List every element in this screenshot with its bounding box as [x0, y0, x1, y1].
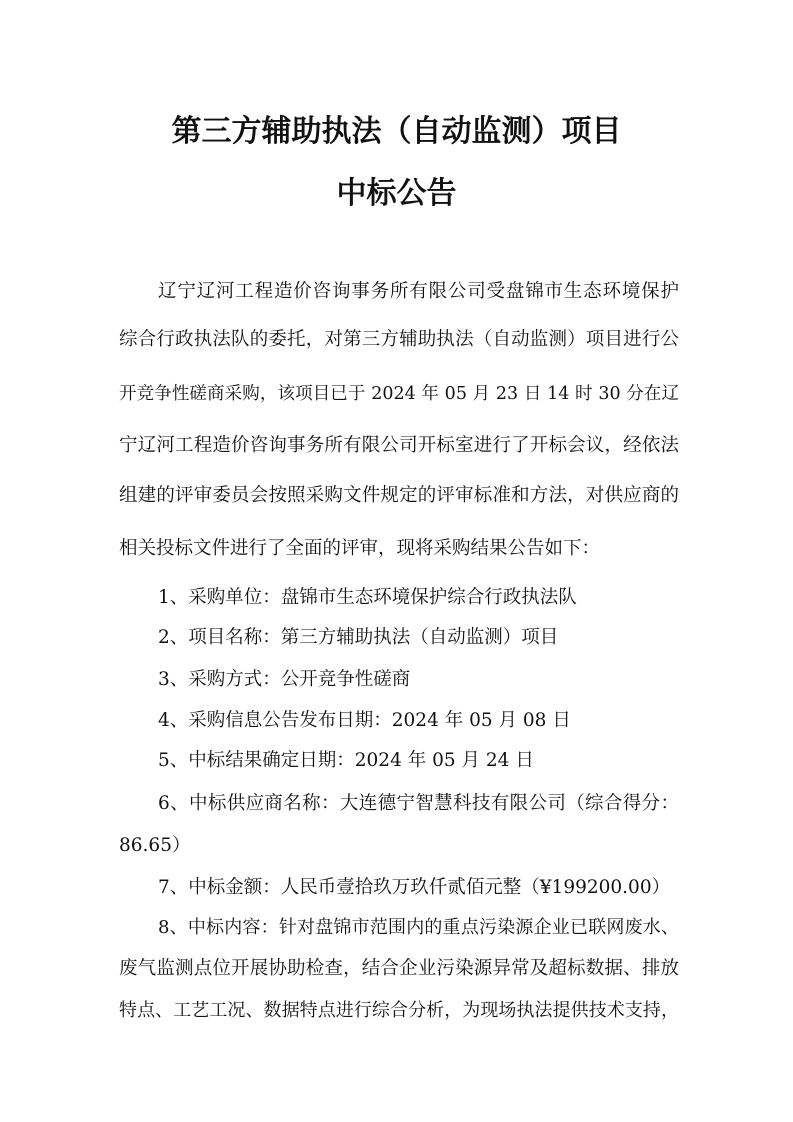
document-subtitle: 中标公告: [336, 176, 457, 211]
item-project-name: 2、项目名称：第三方辅助执法（自动监测）项目: [158, 627, 559, 648]
item-result-date: 5、中标结果确定日期：2024 年 05 月 24 日: [158, 750, 534, 771]
intro-line-2: 综合行政执法队的委托，对第三方辅助执法（自动监测）项目进行公: [119, 329, 679, 350]
document-title: 第三方辅助执法（自动监测）项目: [171, 114, 622, 149]
item-content-line-1: 8、中标内容：针对盘锦市范围内的重点污染源企业已联网废水、: [158, 917, 679, 938]
intro-line-3: 开竞争性磋商采购，该项目已于 2024 年 05 月 23 日 14 时 30 分在辽: [119, 384, 679, 404]
item-announcement-date: 4、采购信息公告发布日期：2024 年 05 月 08 日: [158, 710, 571, 731]
intro-line-4: 宁辽河工程造价咨询事务所有限公司开标室进行了开标会议，经依法: [119, 435, 679, 456]
item-content-line-3: 特点、工艺工况、数据特点进行综合分析，为现场执法提供技术支持，: [119, 1000, 679, 1021]
intro-line-1: 辽宁辽河工程造价咨询事务所有限公司受盘锦市生态环境保护: [158, 281, 679, 302]
item-winning-supplier: 6、中标供应商名称：大连德宁智慧科技有限公司（综合得分：: [158, 793, 679, 814]
item-procurement-method: 3、采购方式：公开竞争性磋商: [158, 669, 411, 690]
intro-line-5: 组建的评审委员会按照采购文件规定的评审标准和方法，对供应商的: [119, 485, 679, 506]
intro-line-6: 相关投标文件进行了全面的评审，现将采购结果公告如下：: [119, 538, 601, 559]
item-winning-supplier-score: 86.65）: [119, 835, 191, 856]
item-bid-amount: 7、中标金额：人民币壹拾玖万玖仟贰佰元整（¥199200.00）: [158, 877, 671, 898]
item-content-line-2: 废气监测点位开展协助检查，结合企业污染源异常及超标数据、排放: [119, 958, 679, 979]
item-purchaser: 1、采购单位：盘锦市生态环境保护综合行政执法队: [158, 587, 577, 608]
